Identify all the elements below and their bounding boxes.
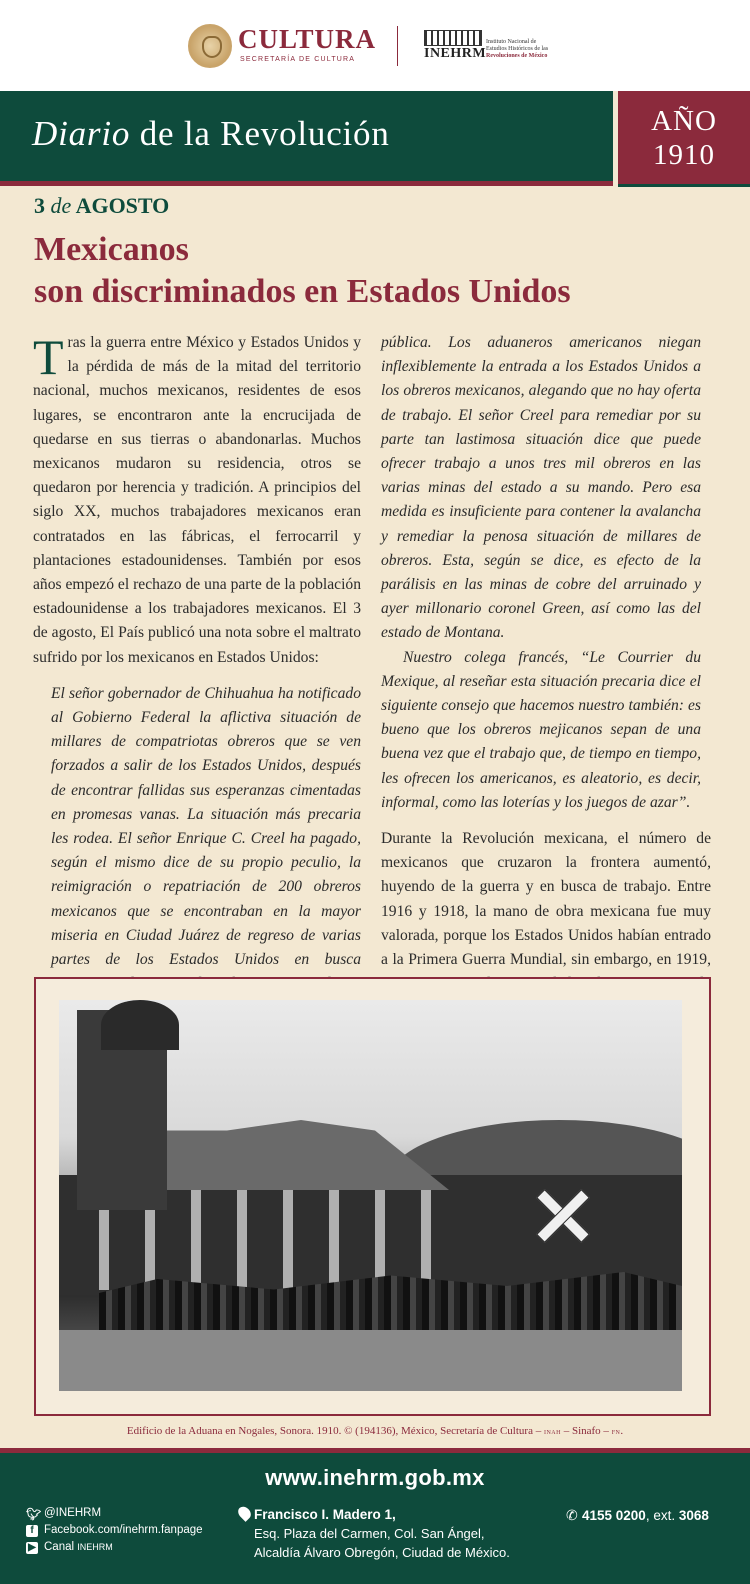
customs-building-photo bbox=[59, 1000, 682, 1391]
year-label: AÑO bbox=[651, 105, 717, 137]
cultura-subtitle: SECRETARÍA DE CULTURA bbox=[240, 56, 356, 63]
footer bbox=[0, 1453, 750, 1584]
cultura-logo[interactable] bbox=[188, 22, 378, 70]
address-block: Francisco I. Madero 1, Esq. Plaza del Carmen, Col. San Ángel, Alcaldía Álvaro Obregón, Ciudad de México. bbox=[254, 1505, 510, 1562]
year-value: 1910 bbox=[653, 139, 715, 171]
inehrm-building-icon bbox=[424, 30, 482, 46]
social-links bbox=[26, 1505, 203, 1556]
article-column-right bbox=[381, 331, 711, 1069]
eagle-seal-icon bbox=[188, 24, 232, 68]
quote-paragraph-1: El señor gobernador de Chihuahua ha notificado al Gobierno Federal la aflictiva situación de millares de compatriotas obreros que se ven forzados a salir de los Estados Unidos, después de encontrar fallidas sus esperanzas cimentadas en promesas vanas. La situación más precaria les rodea. El señor Enrique C. Creel ha pagado, según el mismo dice de su propio peculio, la reimigración o repatriación de 200 obreros mexicanos que se encontraban en la mayor miseria en Ciudad Juárez de regreso de varias partes de los Estados Unidos en busca bbox=[51, 684, 361, 969]
youtube-link[interactable]: ▶ Canal INEHRM bbox=[26, 1539, 203, 1556]
drop-cap: T bbox=[33, 329, 64, 385]
year-divider bbox=[618, 184, 750, 187]
website-link[interactable]: www.inehrm.gob.mx bbox=[265, 1465, 485, 1490]
photo-caption: Edificio de la Aduana en Nogales, Sonora. 1910. © (194136), México, Secretaría de Cultura – inah – Sinafo – fn. bbox=[126, 1425, 624, 1437]
cultura-wordmark: CULTURA bbox=[238, 24, 377, 54]
twitter-link[interactable]: 🐦︎ @INEHRM bbox=[26, 1506, 102, 1521]
inehrm-description: Instituto Nacional de Estudios Históricos de las Revoluciones de México bbox=[486, 39, 549, 59]
logo-bar bbox=[0, 0, 750, 91]
youtube-icon: ▶ bbox=[26, 1542, 38, 1554]
header-divider bbox=[0, 181, 613, 186]
facebook-icon: f bbox=[26, 1525, 38, 1537]
phone-icon: ✆ bbox=[566, 1507, 578, 1523]
twitter-icon: 🐦︎ bbox=[26, 1506, 42, 1521]
location-pin-icon bbox=[236, 1504, 254, 1522]
closing-paragraph: Durante la Revolución mexicana, el número de mexicanos que cruzaron la frontera aumentó, huyendo de la guerra y en busca de trabajo. Entre 1916 y 1918, la mano de obra mexicana fue muy valorada, porque los Estados Unidos habían entrado a la Primera Guerra Mundial, sin embargo, en 1919, bbox=[381, 830, 711, 969]
railroad-crossing-sign bbox=[537, 1190, 587, 1240]
quote-block-continued bbox=[381, 331, 711, 815]
phone-number[interactable]: ✆ 4155 0200, ext. 3068 bbox=[566, 1507, 709, 1523]
inehrm-wordmark: INEHRM bbox=[424, 46, 487, 61]
inehrm-logo[interactable] bbox=[424, 30, 564, 64]
quote-paragraph-3: Nuestro colega francés, “Le Courrier du Mexique, al reseñar esta situación precaria dice el siguiente consejo que hacemos nuestro también: es bueno que los obreros mejicanos sepan de una buena vez que el trabajo que, de tiempo en tiempo, les ofrecen los americanos, es aleatorio, es decir, informal, como las loterías y los juegos de azar”. bbox=[381, 648, 701, 811]
quote-paragraph-2-cont: pública. Los aduaneros americanos niegan inflexiblemente la entrada a los Estados Unidos a los obreros mexicanos, alegando que no hay oferta de trabajo. El señor Creel para remediar por su parte tan lastimosa situación dice que puede ofrecer trabajo a unos tres mil obreros en las varias minas del estado a su mando. Pero esa medida es insuficiente para contener la avalancha y remediar la penosa situación de millares de obreros. Esta, según se dice, es efecto de la parálisis en las minas de cobre del arruinado y ayer millonario coronel Green, así como las del estado de Montana. bbox=[381, 334, 701, 642]
article-headline: Mexicanos son discriminados en Estados Unidos bbox=[34, 231, 571, 310]
article-date: 3 de AGOSTO bbox=[34, 193, 170, 218]
logo-divider bbox=[397, 26, 398, 66]
year-badge bbox=[618, 91, 750, 184]
facebook-link[interactable]: f Facebook.com/inehrm.fanpage bbox=[26, 1522, 203, 1539]
intro-paragraph: Tras la guerra entre México y Estados Unidos y la pérdida de más de la mitad del territorio nacional, muchos mexicanos, residentes de esos lugares, se encontraron ante la encrucijada de quedarse en sus tierras o abandonarlas. Muchos mexicanos mudaron su residencia, otros se quedaron por herencia y tradición. A principios del siglo XX, muchos trabajadores mexicanos eran contratados en las fábricas, el ferrocarril y plantaciones estadounidenses. También por esos años empezó el rechazo de una parte de la población estadounidense a los trabajadores mexicanos. El 3 de agosto, El País publicó una nota sobre el maltrato sufrido por los mexicanos en Estados Unidos: bbox=[33, 329, 361, 666]
page-title: Diario de la Revolución bbox=[32, 114, 390, 153]
